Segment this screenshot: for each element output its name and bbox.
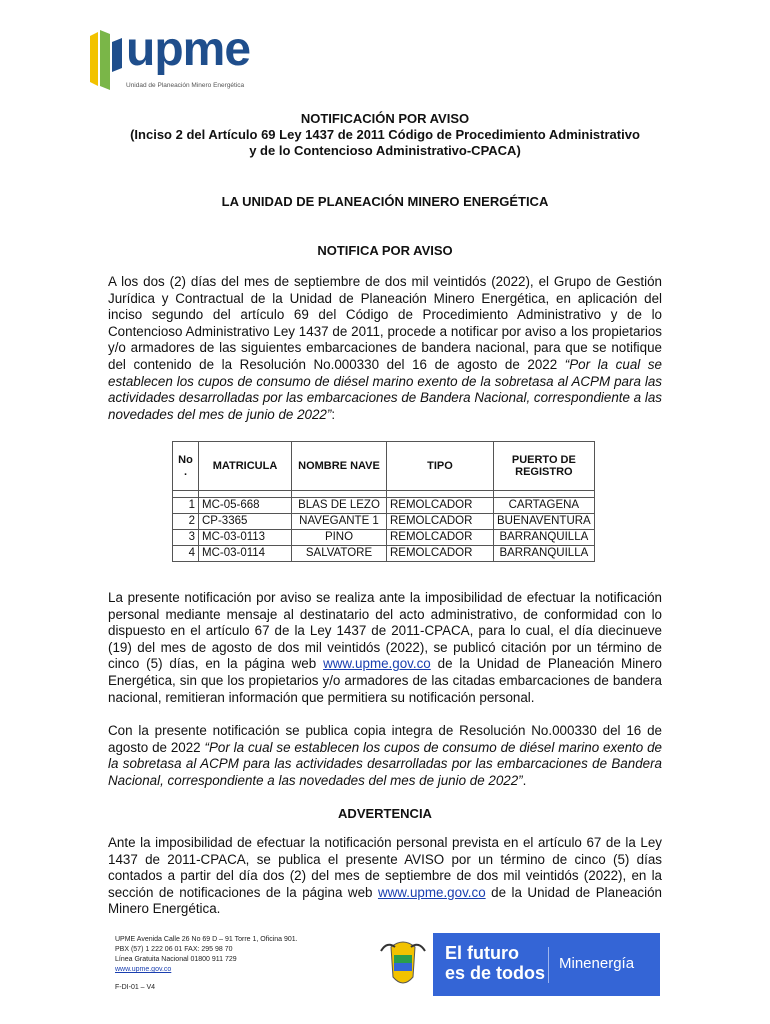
cell-nombre: BLAS DE LEZO bbox=[292, 498, 387, 514]
government-banner bbox=[373, 933, 660, 996]
slogan-line-1: El futuro bbox=[445, 943, 519, 963]
notice-title: NOTIFICACIÓN POR AVISO bbox=[300, 111, 470, 126]
upme-logo-mark-icon bbox=[88, 28, 124, 90]
table-row bbox=[173, 530, 595, 546]
slogan-line-2: es de todos bbox=[445, 963, 546, 983]
cell-puerto: CARTAGENA bbox=[494, 498, 595, 514]
cell-nombre: PINO bbox=[292, 530, 387, 546]
publication-paragraph bbox=[108, 723, 662, 789]
table-spacer bbox=[173, 491, 595, 498]
cell-matricula: CP-3365 bbox=[199, 514, 292, 530]
upme-website-link[interactable]: www.upme.gov.co bbox=[377, 884, 486, 900]
advertencia-text-b: de la Unidad de Planeación Minero Energética. bbox=[108, 884, 662, 917]
table-header-row bbox=[173, 442, 595, 491]
advertencia-heading: ADVERTENCIA bbox=[338, 806, 432, 821]
footer-hotline: Línea Gratuita Nacional 01800 911 729 bbox=[115, 956, 237, 963]
upme-wordmark: upme bbox=[126, 23, 251, 76]
cell-puerto: BARRANQUILLA bbox=[494, 546, 595, 562]
cell-puerto: BUENAVENTURA bbox=[494, 514, 595, 530]
reason-text-a: La presente notificación por aviso se realiza ante la imposibilidad de efectuar la notificación personal mediante mensaje al destinatario del acto administrativo, de conformidad con lo dispuesto en el artículo 67 de la Ley 1437 de 2011-CPACA, para lo cual, el día diecinueve (19) del mes de agosto de dos mil veintidós (2022), se publicó citación por un término de cinco (5) días, en la página web bbox=[108, 590, 662, 672]
cell-matricula: MC-05-668 bbox=[199, 498, 292, 514]
upme-tagline: Unidad de Planeación Minero Energética bbox=[126, 82, 245, 89]
publication-end: . bbox=[522, 772, 527, 788]
notice-subtitle-1: (Inciso 2 del Artículo 69 Ley 1437 de 2011 Código de Procedimiento Administrativo bbox=[130, 127, 640, 142]
header-tipo: TIPO bbox=[387, 442, 494, 491]
notice-subtitle-2: y de lo Contencioso Administrativo-CPACA) bbox=[249, 143, 521, 158]
header-no: No . bbox=[173, 442, 199, 491]
footer-phone: PBX (57) 1 222 06 01 FAX: 295 98 70 bbox=[115, 946, 233, 953]
vessels-table bbox=[172, 441, 595, 562]
footer-website-link[interactable]: www.upme.gov.co bbox=[115, 966, 172, 973]
header-puerto: PUERTO DE REGISTRO bbox=[494, 442, 595, 491]
publication-resolution-title: “Por la cual se establecen los cupos de consumo de diésel marino exento de la sobretasa al ACPM para las actividades desarrolladas por las embarcaciones de Bandera Nacional, correspondiente a las novedades del mes de junio de 2022” bbox=[108, 739, 662, 788]
ministry-name: Minenergía bbox=[559, 955, 635, 972]
banner-divider bbox=[548, 947, 549, 983]
footer-form-code: F-DI-01 – V4 bbox=[115, 984, 156, 991]
intro-text: A los dos (2) días del mes de septiembre de dos mil veintidós (2022), el Grupo de Gestión Jurídica y Contractual de la Unidad de Planeación Minero Energética, en aplicación del inciso segundo del artículo 69 del Código de Procedimiento Administrativo y de lo Contencioso Administrativo Ley 1437 de 2011, procede a notificar por aviso a los propietarios y/o armadores de las siguientes embarcaciones de bandera nacional, para que se notifique del contenido de la Resolución No.000330 del 16 de agosto de 2022 bbox=[108, 274, 662, 372]
cell-nombre: NAVEGANTE 1 bbox=[292, 514, 387, 530]
intro-resolution-title: “Por la cual se establecen los cupos de consumo de diésel marino exento de la sobretasa al ACPM para las actividades desarrolladas por las embarcaciones de Bandera Nacional, correspondiente a las novedades del mes de junio de 2022” bbox=[108, 356, 662, 422]
upme-logo bbox=[88, 23, 258, 94]
cell-no: 3 bbox=[173, 530, 199, 546]
table-row bbox=[173, 498, 595, 514]
header-matricula: MATRICULA bbox=[199, 442, 292, 491]
footer-address: UPME Avenida Calle 26 No 69 D – 91 Torre 1, Oficina 901. bbox=[115, 936, 298, 943]
cell-tipo: REMOLCADOR bbox=[387, 546, 494, 562]
cell-no: 4 bbox=[173, 546, 199, 562]
cell-no: 1 bbox=[173, 498, 199, 514]
coat-of-arms-icon bbox=[373, 933, 433, 996]
intro-paragraph bbox=[108, 274, 662, 423]
reason-text-b: de la Unidad de Planeación Minero Energética, sin que los propietarios y/o armadores de las citadas embarcaciones de bandera nacional, remitieran información que permitiera su notificación personal. bbox=[108, 656, 662, 705]
advertencia-paragraph bbox=[108, 835, 662, 918]
cell-tipo: REMOLCADOR bbox=[387, 498, 494, 514]
table-row bbox=[173, 546, 595, 562]
cell-matricula: MC-03-0113 bbox=[199, 530, 292, 546]
footer-contact bbox=[115, 935, 298, 993]
advertencia-text-a: Ante la imposibilidad de efectuar la notificación personal prevista en el artículo 67 de la Ley 1437 de 2011-CPACA, se publica el presente AVISO por un término de cinco (5) días contados a partir del día dos (2) del mes de septiembre de dos mil veintidós (2022), en la sección de notificaciones de la página web bbox=[108, 835, 662, 900]
table-row bbox=[173, 514, 595, 530]
cell-nombre: SALVATORE bbox=[292, 546, 387, 562]
publication-text: Con la presente notificación se publica copia integra de Resolución No.000330 del 16 de agosto de 2022 bbox=[108, 723, 662, 755]
government-slogan bbox=[445, 943, 545, 983]
coat-of-arms-container bbox=[373, 933, 433, 996]
reason-paragraph bbox=[108, 590, 662, 706]
cell-puerto: BARRANQUILLA bbox=[494, 530, 595, 546]
cell-tipo: REMOLCADOR bbox=[387, 530, 494, 546]
cell-no: 2 bbox=[173, 514, 199, 530]
intro-end: : bbox=[331, 406, 336, 422]
entity-heading: LA UNIDAD DE PLANEACIÓN MINERO ENERGÉTICA bbox=[221, 194, 549, 209]
upme-website-link[interactable]: www.upme.gov.co bbox=[323, 656, 431, 672]
cell-tipo: REMOLCADOR bbox=[387, 514, 494, 530]
notifica-heading: NOTIFICA POR AVISO bbox=[317, 243, 453, 258]
cell-matricula: MC-03-0114 bbox=[199, 546, 292, 562]
header-nombre: NOMBRE NAVE bbox=[292, 442, 387, 491]
